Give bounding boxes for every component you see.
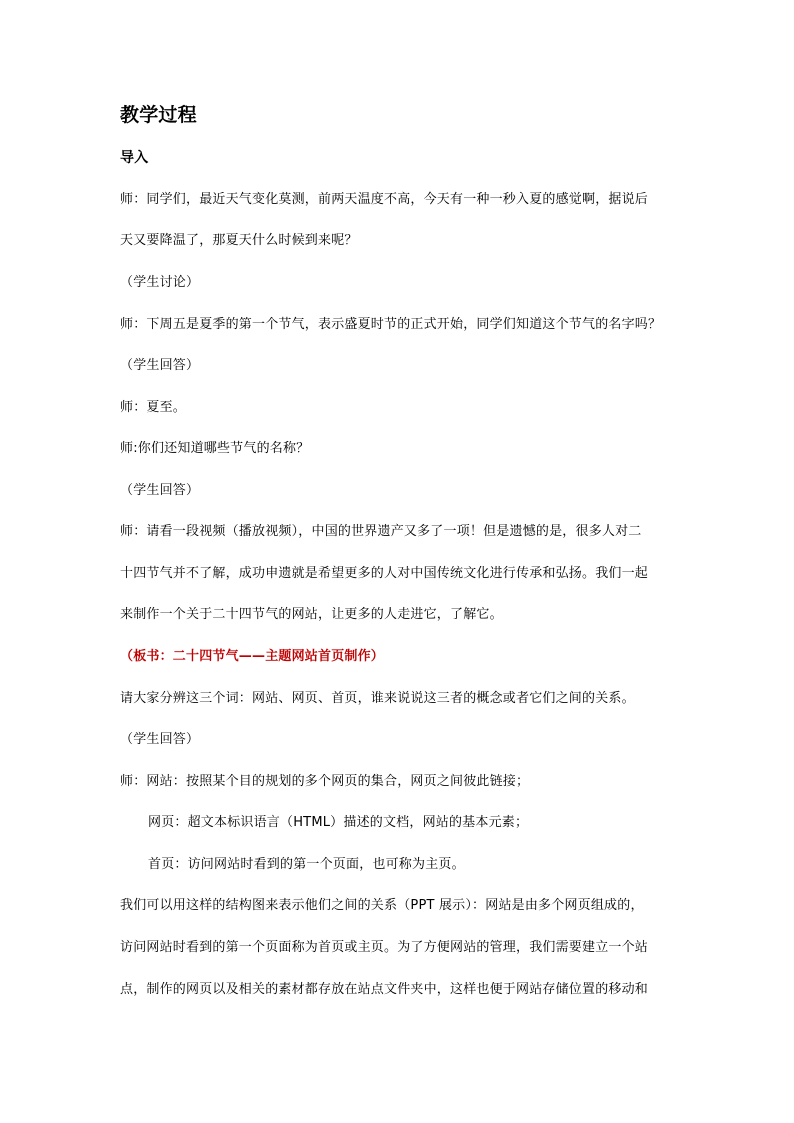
paragraph-line: 师：下周五是夏季的第一个节气，表示盛夏时节的正式开始，同学们知道这个节气的名字吗？	[120, 317, 662, 332]
paragraph-line: 请大家分辨这三个词：网站、网页、首页，谁来说说这三者的概念或者它们之间的关系。	[120, 691, 635, 706]
definition-line: 首页：访问网站时看到的第一个页面，也可称为主页。	[148, 857, 465, 872]
paragraph-line: 师：同学们，最近天气变化莫测，前两天温度不高，今天有一种一秒入夏的感觉啊，据说后	[120, 192, 649, 207]
paragraph-line: 师：夏至。	[120, 400, 187, 415]
paragraph-line: 十四节气并不了解，成功申遗就是希望更多的人对中国传统文化进行传承和弘扬。我们一起	[120, 566, 649, 581]
definition-line: 网页：超文本标识语言（HTML）描述的文档，网站的基本元素；	[148, 815, 529, 830]
paragraph-line: 师:你们还知道哪些节气的名称？	[120, 441, 310, 456]
paragraph-line: 师：网站：按照某个目的规划的多个网页的集合，网页之间彼此链接；	[120, 774, 530, 789]
blackboard-note: （板书：二十四节气——主题网站首页制作）	[120, 649, 385, 664]
section-heading: 导入	[120, 150, 149, 166]
paragraph-line: 我们可以用这样的结构图来表示他们之间的关系（PPT 展示）：网站是由多个网页组成的，	[120, 898, 644, 913]
paragraph-line: 天又要降温了，那夏天什么时候到来呢？	[120, 233, 358, 248]
paragraph-line: （学生回答）	[120, 732, 200, 747]
paragraph-line: （学生回答）	[120, 483, 200, 498]
paragraph-line: 来制作一个关于二十四节气的网站，让更多的人走进它，了解它。	[120, 607, 503, 622]
paragraph-line: 访问网站时看到的第一个页面称为首页或主页。为了方便网站的管理，我们需要建立一个站	[120, 940, 649, 955]
paragraph-line: （学生回答）	[120, 358, 200, 373]
paragraph-line: 点，制作的网页以及相关的素材都存放在站点文件夹中，这样也便于网站存储位置的移动和	[120, 982, 649, 997]
paragraph-line: 师：请看一段视频（播放视频），中国的世界遗产又多了一项！但是遗憾的是，很多人对二	[120, 524, 642, 539]
page-title: 教学过程	[120, 104, 197, 126]
paragraph-line: （学生讨论）	[120, 275, 200, 290]
